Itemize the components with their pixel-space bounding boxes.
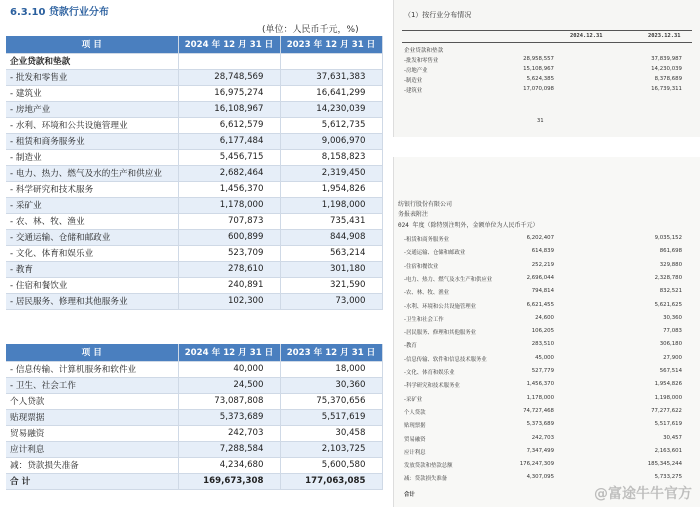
scan-row — [394, 381, 694, 389]
scan-value: 4,307,095 — [526, 474, 554, 481]
header-2024: 2024 年 12 月 31 日 — [178, 344, 280, 361]
rt-col2: 2023.12.31 — [648, 33, 681, 39]
loan-summary-table — [6, 344, 383, 490]
right-top-scan — [393, 0, 700, 137]
row-label: - 电力、热力、燃气及水的生产和供应业 — [6, 165, 178, 181]
table-row — [6, 197, 382, 213]
scan-value: 15,108,967 — [523, 66, 554, 72]
value-2023: 5,600,580 — [280, 457, 382, 473]
scan-row — [394, 474, 694, 482]
value-2024: 73,087,808 — [178, 393, 280, 409]
scan-value: 30,457 — [663, 434, 682, 441]
scan-row — [394, 448, 694, 456]
scan-value: 77,083 — [663, 328, 682, 335]
scan-value: 185,345,244 — [647, 461, 682, 468]
scan-value: 283,510 — [531, 341, 554, 348]
scan-row — [394, 461, 694, 469]
scan-value: 1,456,370 — [526, 381, 554, 388]
scan-label: -建筑业 — [404, 88, 423, 94]
scan-value: 832,521 — [659, 288, 682, 295]
scan-value: 2,328,780 — [654, 274, 682, 281]
scan-label: -电力、热力、燃气及水生产和供应业 — [404, 276, 493, 283]
table-row — [6, 293, 382, 309]
scan-value: 77,277,622 — [651, 407, 682, 414]
value-2023: 9,006,970 — [280, 133, 382, 149]
table-row — [6, 181, 382, 197]
table-row — [6, 425, 382, 441]
scan-label: -居民服务、修理和其他服务业 — [404, 330, 477, 337]
value-2024: 240,891 — [178, 277, 280, 293]
table-row — [6, 377, 382, 393]
table-row — [6, 361, 382, 377]
scan-value: 5,621,625 — [654, 301, 682, 308]
scan-row — [394, 86, 694, 94]
scan-total-label: 合计 — [404, 491, 415, 498]
row-label: - 批发和零售业 — [6, 69, 178, 85]
total-value: 177,063,085 — [280, 473, 382, 489]
scan-value: 14,230,039 — [651, 66, 682, 72]
table-header-row — [6, 36, 382, 53]
value-2024: 242,703 — [178, 425, 280, 441]
scan-label: -租赁和商务服务业 — [404, 237, 450, 243]
industry-loan-table — [6, 36, 383, 310]
scan-value: 242,703 — [531, 434, 554, 441]
scan-row — [394, 302, 694, 310]
scan-row — [394, 288, 694, 296]
scan-value: 1,954,826 — [654, 381, 682, 388]
table-row — [6, 133, 382, 149]
scan-value: 329,880 — [659, 261, 682, 268]
value-2023: 2,103,725 — [280, 441, 382, 457]
value-2024: 6,612,579 — [178, 117, 280, 133]
value-2023: 30,458 — [280, 425, 382, 441]
scan-value: 5,517,619 — [654, 421, 682, 428]
row-label: - 租赁和商务服务业 — [6, 133, 178, 149]
value-2024: 600,899 — [178, 229, 280, 245]
scan-value: 6,621,455 — [526, 301, 554, 308]
scan-value: 7,347,499 — [526, 447, 554, 454]
rt-page-number: 31 — [537, 118, 544, 124]
scan-value: 794,814 — [531, 288, 554, 295]
row-label: - 水利、环境和公共设施管理业 — [6, 117, 178, 133]
value-2023: 735,431 — [280, 213, 382, 229]
scan-value: 106,205 — [531, 328, 554, 335]
value-2024: 4,234,680 — [178, 457, 280, 473]
row-label: - 建筑业 — [6, 85, 178, 101]
value-2024: 1,456,370 — [178, 181, 280, 197]
scan-value: 74,727,468 — [523, 407, 554, 414]
rt-rule — [402, 42, 692, 43]
value-2023: 5,612,735 — [280, 117, 382, 133]
table-row — [6, 85, 382, 101]
scan-row — [394, 328, 694, 336]
row-label: 应计利息 — [6, 441, 178, 457]
value-2023: 8,158,823 — [280, 149, 382, 165]
table-row — [6, 261, 382, 277]
scan-label: 贸易融资 — [404, 436, 426, 443]
value-2023: 18,000 — [280, 361, 382, 377]
scan-row — [394, 262, 694, 270]
scan-row — [394, 408, 694, 416]
row-label: - 教育 — [6, 261, 178, 277]
scan-value: 527,779 — [531, 368, 554, 374]
scan-value: 17,070,098 — [523, 86, 554, 92]
scan-row — [394, 56, 694, 64]
scan-label: -住宿和餐饮业 — [404, 263, 439, 270]
table-row — [6, 101, 382, 117]
section-row — [6, 53, 382, 69]
value-2023: 301,180 — [280, 261, 382, 277]
value-2023: 16,641,299 — [280, 85, 382, 101]
row-label: - 交通运输、仓储和邮政业 — [6, 229, 178, 245]
scan-value: 27,900 — [663, 354, 682, 361]
scan-label: -信息传输、软件和信息技术服务业 — [404, 356, 487, 363]
scan-label: -文化、体育和娱乐业 — [404, 370, 455, 376]
row-label: 贸易融资 — [6, 425, 178, 441]
scan-row — [394, 275, 694, 283]
value-2024: 278,610 — [178, 261, 280, 277]
value-2023: 75,370,656 — [280, 393, 382, 409]
scan-row — [394, 395, 694, 403]
value-2023: 5,517,619 — [280, 409, 382, 425]
scan-row — [394, 368, 694, 376]
table-header-row — [6, 344, 382, 361]
row-label: - 农、林、牧、渔业 — [6, 213, 178, 229]
scan-value: 45,000 — [535, 354, 554, 361]
value-2024: 28,748,569 — [178, 69, 280, 85]
scan-label: -科学研究和技术服务业 — [404, 383, 460, 390]
scan-value: 16,739,311 — [651, 86, 682, 92]
scan-value: 2,696,044 — [526, 274, 554, 281]
header-item: 项 目 — [6, 36, 178, 53]
value-2024: 16,975,274 — [178, 85, 280, 101]
value-2023: 1,954,826 — [280, 181, 382, 197]
value-2023: 14,230,039 — [280, 101, 382, 117]
scan-row — [394, 341, 694, 349]
value-2024: 707,873 — [178, 213, 280, 229]
table-row — [6, 457, 382, 473]
row-label: - 卫生、社会工作 — [6, 377, 178, 393]
value-2023: 30,360 — [280, 377, 382, 393]
scan-label: 减：贷款损失准备 — [404, 476, 448, 483]
value-2023: 2,319,450 — [280, 165, 382, 181]
table-row — [6, 165, 382, 181]
row-label: - 信息传输、计算机服务和软件业 — [6, 361, 178, 377]
rt-col1: 2024.12.31 — [570, 33, 603, 39]
row-label: - 房地产业 — [6, 101, 178, 117]
value-2024: 24,500 — [178, 377, 280, 393]
scan-value: 567,514 — [659, 368, 682, 374]
rt-section: 企业贷款和垫款 — [404, 48, 444, 54]
scan-row — [394, 235, 694, 243]
section-title: 6.3.10 贷款行业分布 — [10, 7, 109, 18]
scan-value: 30,360 — [663, 314, 682, 321]
scan-label: -卫生和社会工作 — [404, 316, 444, 323]
value-2024: 5,456,715 — [178, 149, 280, 165]
scan-value: 28,958,557 — [523, 56, 554, 62]
value-2023: 844,908 — [280, 229, 382, 245]
row-label: - 制造业 — [6, 149, 178, 165]
scan-label: 发放贷款和垫款总额 — [404, 463, 453, 470]
value-2024: 7,288,584 — [178, 441, 280, 457]
scan-row — [394, 435, 694, 443]
scan-label: -农、林、牧、渔业 — [404, 290, 450, 297]
value-2024: 5,373,689 — [178, 409, 280, 425]
scan-value: 5,373,689 — [526, 421, 554, 428]
table-row — [6, 69, 382, 85]
scan-label: 应计利息 — [404, 449, 426, 456]
scan-value: 176,247,309 — [519, 461, 554, 468]
row-label: - 住宿和餐饮业 — [6, 277, 178, 293]
table-row — [6, 149, 382, 165]
right-bottom-scan — [393, 157, 700, 507]
scan-label: -批发和零售业 — [404, 58, 439, 64]
value-2024: 6,177,484 — [178, 133, 280, 149]
total-label: 合 计 — [6, 473, 178, 489]
header-2024: 2024 年 12 月 31 日 — [178, 36, 280, 53]
value-2024: 2,682,464 — [178, 165, 280, 181]
scan-value: 6,202,407 — [526, 235, 554, 241]
scan-value: 8,378,689 — [654, 76, 682, 82]
row-label: 贴现票据 — [6, 409, 178, 425]
rt-heading: （1）按行业分布情况 — [404, 11, 472, 19]
scan-label: -水利、环境和公共设施管理业 — [404, 303, 477, 310]
total-value: 169,673,308 — [178, 473, 280, 489]
rb-note: 024 年度（除特别注明外，金额单位为人民币千元） — [398, 222, 539, 229]
scan-value: 9,035,152 — [654, 235, 682, 241]
table-row — [6, 213, 382, 229]
value-2023: 1,198,000 — [280, 197, 382, 213]
row-label: - 采矿业 — [6, 197, 178, 213]
table-row — [6, 393, 382, 409]
table-row — [6, 117, 382, 133]
scan-value: 1,178,000 — [526, 394, 554, 401]
table-row — [6, 277, 382, 293]
value-2024: 102,300 — [178, 293, 280, 309]
value-2023: 563,214 — [280, 245, 382, 261]
section-label: 企业贷款和垫款 — [6, 53, 178, 69]
row-label: - 居民服务、修理和其他服务业 — [6, 293, 178, 309]
scan-label: -教育 — [404, 343, 417, 350]
scan-value: 24,600 — [535, 314, 554, 321]
table-row — [6, 409, 382, 425]
scan-label: -房地产业 — [404, 68, 428, 74]
row-label: 个人贷款 — [6, 393, 178, 409]
value-2024: 523,709 — [178, 245, 280, 261]
scan-value: 5,733,275 — [654, 474, 682, 481]
scan-row — [394, 355, 694, 363]
scan-label: -制造业 — [404, 78, 423, 84]
scan-value: 1,198,000 — [654, 394, 682, 401]
total-row — [6, 473, 382, 489]
scan-row — [394, 315, 694, 323]
value-2024: 16,108,967 — [178, 101, 280, 117]
table-row — [6, 245, 382, 261]
value-2023: 73,000 — [280, 293, 382, 309]
header-2023: 2023 年 12 月 31 日 — [280, 344, 382, 361]
value-2023: 37,631,383 — [280, 69, 382, 85]
scan-row — [394, 248, 694, 256]
scan-value: 252,219 — [531, 261, 554, 268]
row-label: - 科学研究和技术服务 — [6, 181, 178, 197]
scan-value: 306,180 — [659, 341, 682, 348]
unit-note: (单位：人民币千元，%) — [262, 25, 359, 35]
watermark: @富途牛牛官方 — [594, 486, 692, 502]
scan-label: 贴现票据 — [404, 423, 426, 430]
rb-bank-name: 纺银行股份有限公司 — [398, 201, 453, 208]
scan-label: -交通运输、仓储和邮政业 — [404, 250, 466, 257]
value-2024: 40,000 — [178, 361, 280, 377]
rb-subtitle: 务报表附注 — [398, 211, 429, 218]
table-row — [6, 229, 382, 245]
scan-value: 614,839 — [531, 248, 554, 255]
rt-rule — [402, 30, 692, 31]
scan-label: 个人贷款 — [404, 409, 426, 416]
value-2024: 1,178,000 — [178, 197, 280, 213]
value-2023: 321,590 — [280, 277, 382, 293]
scan-value: 861,698 — [659, 248, 682, 255]
scan-label: -采矿业 — [404, 396, 423, 403]
table-row — [6, 441, 382, 457]
header-item: 项 目 — [6, 344, 178, 361]
header-2023: 2023 年 12 月 31 日 — [280, 36, 382, 53]
scan-value: 37,839,987 — [651, 56, 682, 62]
row-label: - 文化、体育和娱乐业 — [6, 245, 178, 261]
scan-row — [394, 421, 694, 429]
scan-value: 2,163,601 — [654, 447, 682, 454]
scan-value: 5,624,385 — [526, 76, 554, 82]
scan-row — [394, 76, 694, 84]
scan-row — [394, 66, 694, 74]
row-label: 减：贷款损失准备 — [6, 457, 178, 473]
